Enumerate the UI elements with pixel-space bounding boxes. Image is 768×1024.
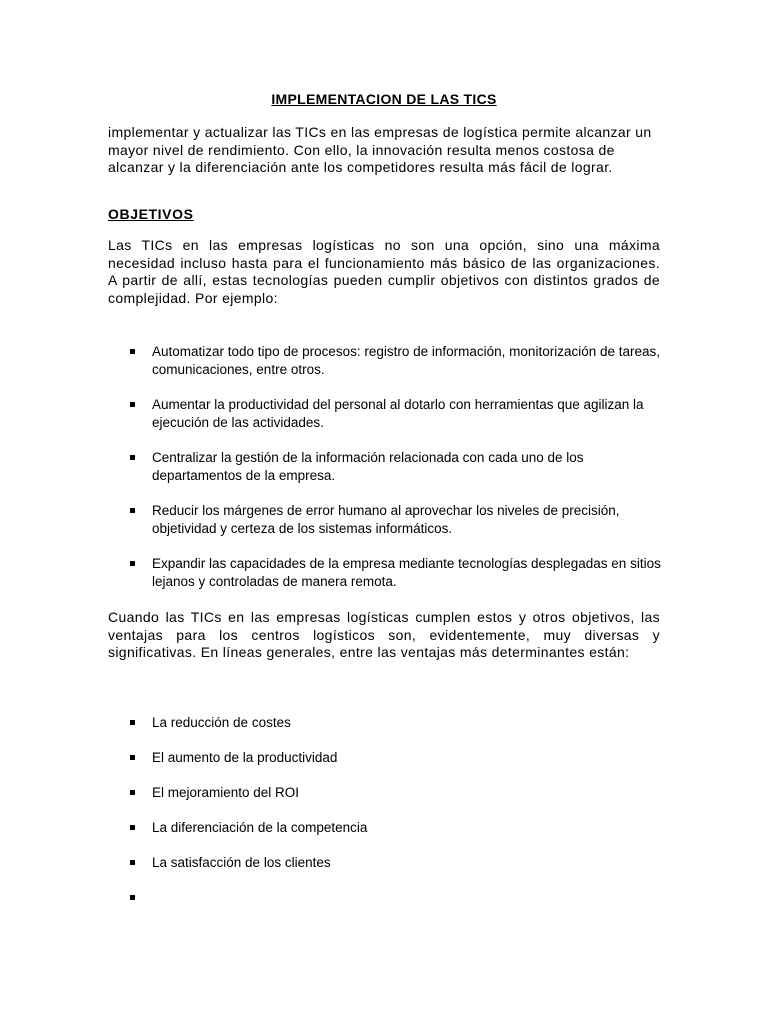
square-bullet-icon (130, 895, 135, 900)
list-item (128, 449, 668, 485)
square-bullet-icon (130, 790, 135, 795)
square-bullet-icon (130, 720, 135, 725)
intro-paragraph: implementar y actualizar las TICs en las empresas de logística permite alcanzar un mayor nivel de rendimiento. Con ello, la innovación resulta menos costosa de alcanzar y la diferenciación ante los competidores resulta más fácil de lograr. (108, 124, 652, 176)
square-bullet-icon (130, 349, 135, 354)
square-bullet-icon (130, 825, 135, 830)
list-item (128, 555, 668, 591)
document-title: IMPLEMENTACION DE LAS TICS (271, 91, 497, 107)
list-item (128, 784, 668, 802)
objectives-paragraph: Las TICs en las empresas logísticas no son una opción, sino una máxima necesidad incluso hasta para el funcionamiento más básico de las organizaciones. A partir de allí, estas tecnologías pueden cumplir objetivos con distintos grados de complejidad. Por ejemplo: (108, 237, 660, 306)
objectives-heading: OBJETIVOS (108, 206, 194, 222)
advantages-list (128, 714, 668, 924)
list-item (128, 714, 668, 732)
list-item-text: La satisfacción de los clientes (152, 855, 331, 870)
list-item (128, 854, 668, 872)
list-item-text: La reducción de costes (152, 715, 291, 730)
square-bullet-icon (130, 755, 135, 760)
square-bullet-icon (130, 561, 135, 566)
list-item-text: Expandir las capacidades de la empresa mediante tecnologías desplegadas en sitios lejanos y controladas de manera remota. (152, 556, 661, 589)
list-item-text: La diferenciación de la competencia (152, 820, 368, 835)
list-item (128, 889, 668, 907)
list-item-text: Centralizar la gestión de la información relacionada con cada uno de los departamentos de la empresa. (152, 450, 584, 483)
list-item-text: El mejoramiento del ROI (152, 785, 300, 800)
list-item (128, 749, 668, 767)
list-item-text: Automatizar todo tipo de procesos: registro de información, monitorización de tareas, comunicaciones, entre otros. (152, 344, 661, 377)
list-item (128, 343, 668, 379)
list-item-text: El aumento de la productividad (152, 750, 338, 765)
square-bullet-icon (130, 860, 135, 865)
list-item (128, 502, 668, 538)
advantages-paragraph: Cuando las TICs en las empresas logísticas cumplen estos y otros objetivos, las ventajas para los centros logísticos son, evidentemente, muy diversas y significativas. En líneas generales, entre las ventajas más determinantes están: (108, 609, 660, 661)
square-bullet-icon (130, 455, 135, 460)
list-item (128, 819, 668, 837)
square-bullet-icon (130, 508, 135, 513)
list-item (128, 396, 668, 432)
objectives-list (128, 343, 668, 608)
square-bullet-icon (130, 402, 135, 407)
list-item-text: Reducir los márgenes de error humano al aprovechar los niveles de precisión, objetividad y certeza de los sistemas informáticos. (152, 503, 620, 536)
list-item-text: Aumentar la productividad del personal al dotarlo con herramientas que agilizan la ejecución de las actividades. (152, 397, 644, 430)
